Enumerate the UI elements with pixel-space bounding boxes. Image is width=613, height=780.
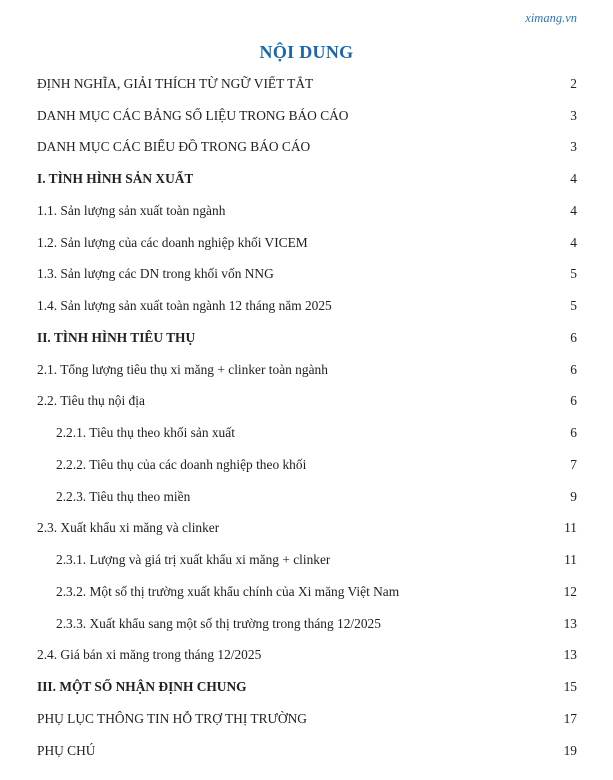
toc-entry-page: 4 [570, 202, 577, 218]
site-link[interactable]: ximang.vn [525, 11, 577, 25]
toc-entry[interactable] [37, 544, 577, 576]
toc-entry[interactable] [37, 322, 577, 354]
toc-entry-label: 2.4. Giá bán xi măng trong tháng 12/2025 [37, 647, 262, 663]
toc-entry-label: 1.2. Sản lượng của các doanh nghiệp khối VICEM [37, 234, 308, 250]
toc-entry-page: 17 [563, 710, 577, 726]
toc-entry-label: 2.2.3. Tiêu thụ theo miền [56, 488, 191, 504]
toc-entry-label: 2.1. Tổng lượng tiêu thụ xi măng + clinker toàn ngành [37, 361, 328, 377]
toc-entry-label: 2.3.2. Một số thị trường xuất khẩu chính của Xi măng Việt Nam [56, 583, 400, 599]
toc-entry[interactable] [37, 703, 577, 735]
toc-entry[interactable] [37, 671, 577, 703]
toc-entry[interactable] [37, 100, 577, 132]
toc-list [37, 68, 577, 767]
toc-entry[interactable] [37, 227, 577, 259]
toc-entry[interactable] [37, 608, 577, 640]
toc-entry-page: 3 [570, 107, 577, 123]
toc-entry-page: 13 [563, 615, 577, 631]
toc-entry-page: 12 [563, 583, 577, 599]
page-title: NỘI DUNG [259, 42, 354, 62]
toc-entry-page: 6 [570, 361, 577, 377]
toc-entry[interactable] [37, 417, 577, 449]
toc-entry-page: 11 [564, 520, 577, 536]
toc-entry[interactable] [37, 640, 577, 672]
toc-entry-label: 2.3.1. Lượng và giá trị xuất khẩu xi măng + clinker [56, 552, 331, 568]
toc-entry[interactable] [37, 481, 577, 513]
toc-entry-page: 5 [570, 298, 577, 314]
toc-entry-page: 4 [570, 171, 577, 187]
toc-entry[interactable] [37, 195, 577, 227]
toc-entry-label: I. TÌNH HÌNH SẢN XUẤT [37, 171, 194, 187]
toc-entry-page: 5 [570, 266, 577, 282]
toc-entry[interactable] [37, 132, 577, 164]
toc-entry[interactable] [37, 735, 577, 767]
toc-entry-label: 2.2.2. Tiêu thụ của các doanh nghiệp theo khối [56, 456, 307, 472]
toc-entry[interactable] [37, 259, 577, 291]
toc-entry-page: 13 [563, 647, 577, 663]
toc-entry-label: 2.3. Xuất khẩu xi măng và clinker [37, 520, 220, 536]
toc-entry-label: ĐỊNH NGHĨA, GIẢI THÍCH TỪ NGỮ VIẾT TẮT [37, 75, 314, 91]
toc-entry-label: 2.2. Tiêu thụ nội địa [37, 393, 145, 409]
toc-entry-label: PHỤ CHÚ [37, 742, 96, 758]
toc-entry-label: 2.2.1. Tiêu thụ theo khối sản xuất [56, 425, 235, 441]
toc-entry-label: DANH MỤC CÁC BIỂU ĐỒ TRONG BÁO CÁO [37, 139, 311, 155]
toc-entry-label: 1.3. Sản lượng các DN trong khối vốn NNG [37, 266, 274, 282]
toc-entry-label: 1.4. Sản lượng sản xuất toàn ngành 12 tháng năm 2025 [37, 298, 332, 314]
toc-entry-label: 1.1. Sản lượng sản xuất toàn ngành [37, 202, 226, 218]
toc-entry-page: 2 [570, 75, 577, 91]
toc-entry[interactable] [37, 513, 577, 545]
toc-entry-page: 4 [570, 234, 577, 250]
toc-entry[interactable] [37, 163, 577, 195]
toc-entry-page: 6 [570, 393, 577, 409]
toc-entry[interactable] [37, 290, 577, 322]
toc-entry-label: 2.3.3. Xuất khẩu sang một số thị trường trong tháng 12/2025 [56, 615, 381, 631]
toc-entry-page: 3 [570, 139, 577, 155]
toc-entry-label: II. TÌNH HÌNH TIÊU THỤ [37, 329, 196, 345]
toc-entry[interactable] [37, 386, 577, 418]
toc-entry[interactable] [37, 68, 577, 100]
toc-entry[interactable] [37, 354, 577, 386]
toc-entry-page: 9 [570, 488, 577, 504]
toc-entry-page: 11 [564, 552, 577, 568]
toc-entry-page: 7 [570, 456, 577, 472]
toc-entry-page: 6 [570, 425, 577, 441]
toc-entry-label: III. MỘT SỐ NHẬN ĐỊNH CHUNG [37, 679, 247, 695]
toc-entry-page: 19 [563, 742, 577, 758]
toc-entry-page: 6 [570, 329, 577, 345]
toc-entry[interactable] [37, 449, 577, 481]
toc-entry-label: DANH MỤC CÁC BẢNG SỐ LIỆU TRONG BÁO CÁO [37, 107, 349, 123]
toc-entry[interactable] [37, 576, 577, 608]
toc-entry-label: PHỤ LỤC THÔNG TIN HỖ TRỢ THỊ TRƯỜNG [37, 710, 307, 726]
toc-entry-page: 15 [563, 679, 577, 695]
